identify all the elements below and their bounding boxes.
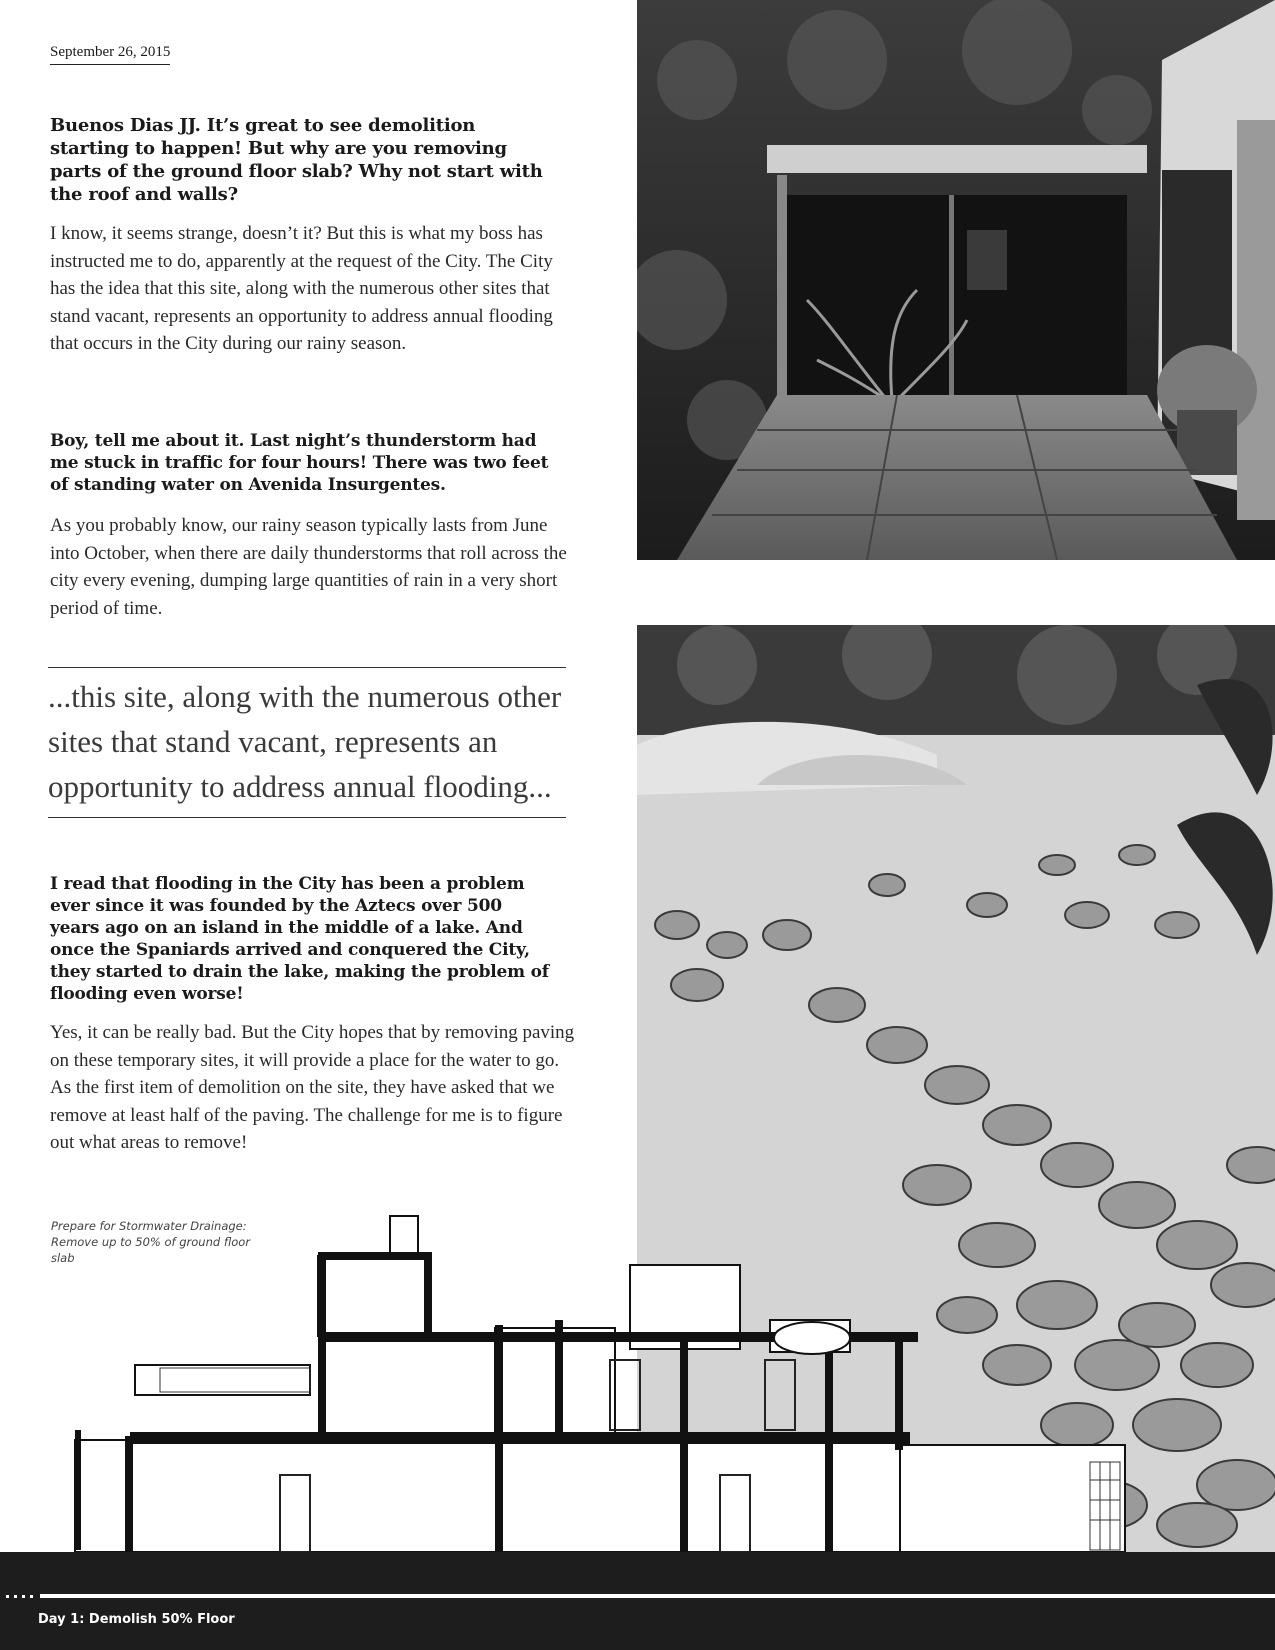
answer-3: Yes, it can be really bad. But the City hopes that by removing paving on these temporary sites, it will provide a place for the water to go. As the first item of demolition on the site, they have asked that we remove at least half of the paving. The challenge for me is to figure out what areas to remove! [50, 1022, 575, 1153]
timeline-day-label: Day 1: Demolish 50% Floor [38, 1612, 235, 1627]
answer-2: As you probably know, our rainy season typically lasts from June into October, when there are daily thunderstorms that roll across the city every evening, dumping large quantities of rain in a very short period of time. [50, 515, 567, 619]
timeline-line [0, 1594, 1275, 1600]
question-1: Buenos Dias JJ. It’s great to see demolition starting to happen! But why are you removing parts of the ground floor slab? Why not start with the roof and walls? [50, 115, 543, 205]
footer-bar [0, 1552, 1275, 1650]
question-3: I read that flooding in the City has been a problem ever since it was founded by the Aztecs over 500 years ago on an island in the middle of a lake. And once the Spaniards arrived and conquered the City, they started to drain the lake, making the problem of flooding even worse! [50, 874, 549, 1004]
pull-quote: ...this site, along with the numerous other sites that stand vacant, represents an opportunity to address annual flooding... [48, 667, 566, 818]
question-2: Boy, tell me about it. Last night’s thunderstorm had me stuck in traffic for four hours! There was two feet of standing water on Avenida Insurgentes. [50, 431, 549, 495]
building-section-drawing [0, 1200, 1275, 1560]
answer-1: I know, it seems strange, doesn’t it? But this is what my boss has instructed me to do, apparently at the request of the City. The City has the idea that this site, along with the numerous other sites that stand vacant, represents an opportunity to address annual flooding that occurs in the City during our rainy season. [50, 223, 553, 354]
courtyard-photo [637, 0, 1275, 560]
section-caption: Prepare for Stormwater Drainage: Remove up to 50% of ground floor slab [51, 1219, 251, 1265]
date-line: September 26, 2015 [50, 44, 170, 65]
